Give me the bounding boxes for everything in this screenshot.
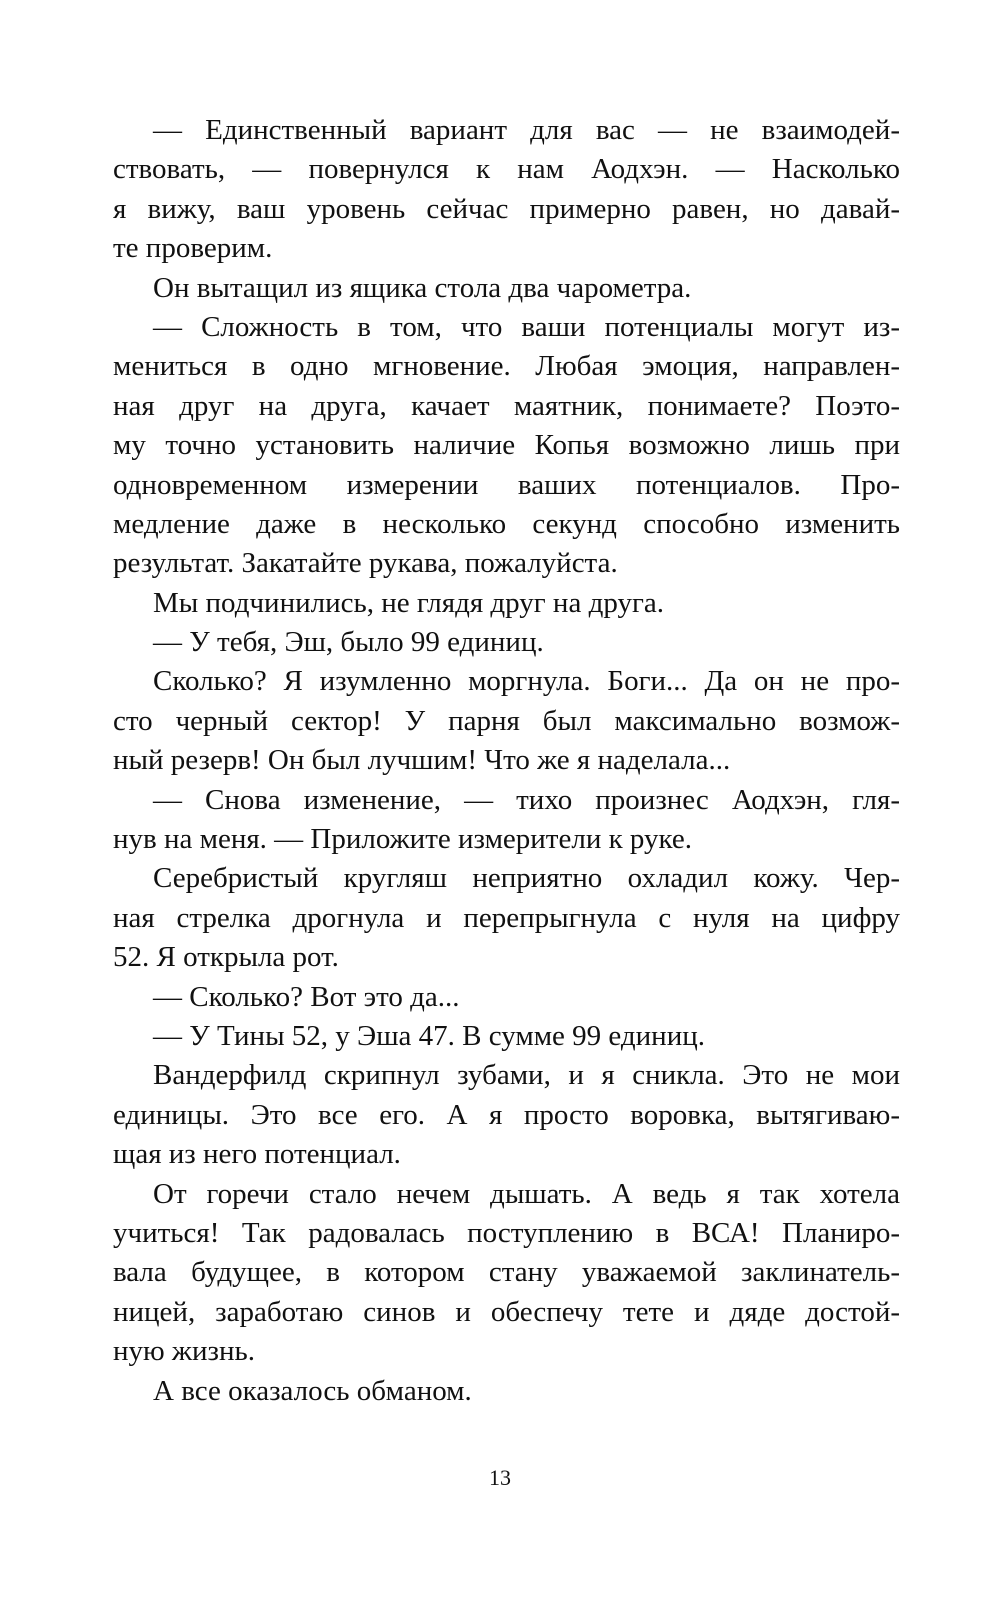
page-number: 13: [489, 1465, 511, 1490]
text-line: я вижу, ваш уровень сейчас примерно равен, но давай-: [113, 192, 900, 225]
text-line: результат. Закатайте рукава, пожалуйста.: [113, 547, 618, 580]
text-line: сто черный сектор! У парня был максимально возмож-: [113, 704, 900, 737]
text-line: Сколько? Я изумленно моргнула. Боги... Да он не про-: [153, 665, 900, 698]
body-text: [113, 111, 900, 1411]
text-line: щая из него потенциал.: [113, 1138, 401, 1171]
text-line: — Сколько? Вот это да...: [153, 980, 460, 1013]
text-line: — У тебя, Эш, было 99 единиц.: [153, 626, 544, 659]
text-line: Он вытащил из ящика стола два чарометра.: [153, 271, 692, 304]
text-line: ный резерв! Он был лучшим! Что же я наделала...: [113, 744, 731, 777]
text-line: — Снова изменение, — тихо произнес Аодхэн, гля-: [153, 783, 900, 816]
text-line: ствовать, — повернулся к нам Аодхэн. — Насколько: [113, 153, 900, 186]
text-line: А все оказалось обманом.: [153, 1374, 472, 1407]
text-line: ная друг на друга, качает маятник, понимаете? Поэто-: [113, 389, 900, 422]
text-line: Серебристый кругляш неприятно охладил кожу. Чер-: [153, 862, 900, 895]
text-line: Вандерфилд скрипнул зубами, и я сникла. Это не мои: [153, 1059, 900, 1092]
text-line: ную жизнь.: [113, 1335, 255, 1368]
text-line: 52. Я открыла рот.: [113, 941, 339, 974]
text-line: одновременном измерении ваших потенциалов. Про-: [113, 468, 900, 501]
text-line: медление даже в несколько секунд способно изменить: [113, 507, 900, 540]
text-line: Мы подчинились, не глядя друг на друга.: [153, 586, 664, 619]
text-line: му точно установить наличие Копья возможно лишь при: [113, 429, 900, 462]
text-line: ная стрелка дрогнула и перепрыгнула с нуля на цифру: [113, 901, 900, 934]
text-line: — Сложность в том, что ваши потенциалы могут из-: [153, 310, 900, 343]
text-line: мениться в одно мгновение. Любая эмоция, направлен-: [113, 350, 900, 383]
text-line: единицы. Это все его. А я просто воровка, вытягиваю-: [113, 1098, 900, 1131]
text-line: учиться! Так радовалась поступлению в ВСА! Планиро-: [113, 1216, 900, 1249]
text-line: — Единственный вариант для вас — не взаимодей-: [153, 114, 900, 146]
text-line: те проверим.: [113, 232, 273, 265]
text-line: — У Тины 52, у Эша 47. В сумме 99 единиц.: [153, 1019, 705, 1052]
text-line: вала будущее, в котором стану уважаемой заклинатель-: [113, 1256, 900, 1289]
text-line: ницей, заработаю синов и обеспечу тете и дяде достой-: [113, 1295, 900, 1328]
text-line: От горечи стало нечем дышать. А ведь я так хотела: [153, 1177, 900, 1210]
text-line: нув на меня. — Приложите измерители к руке.: [113, 823, 693, 856]
